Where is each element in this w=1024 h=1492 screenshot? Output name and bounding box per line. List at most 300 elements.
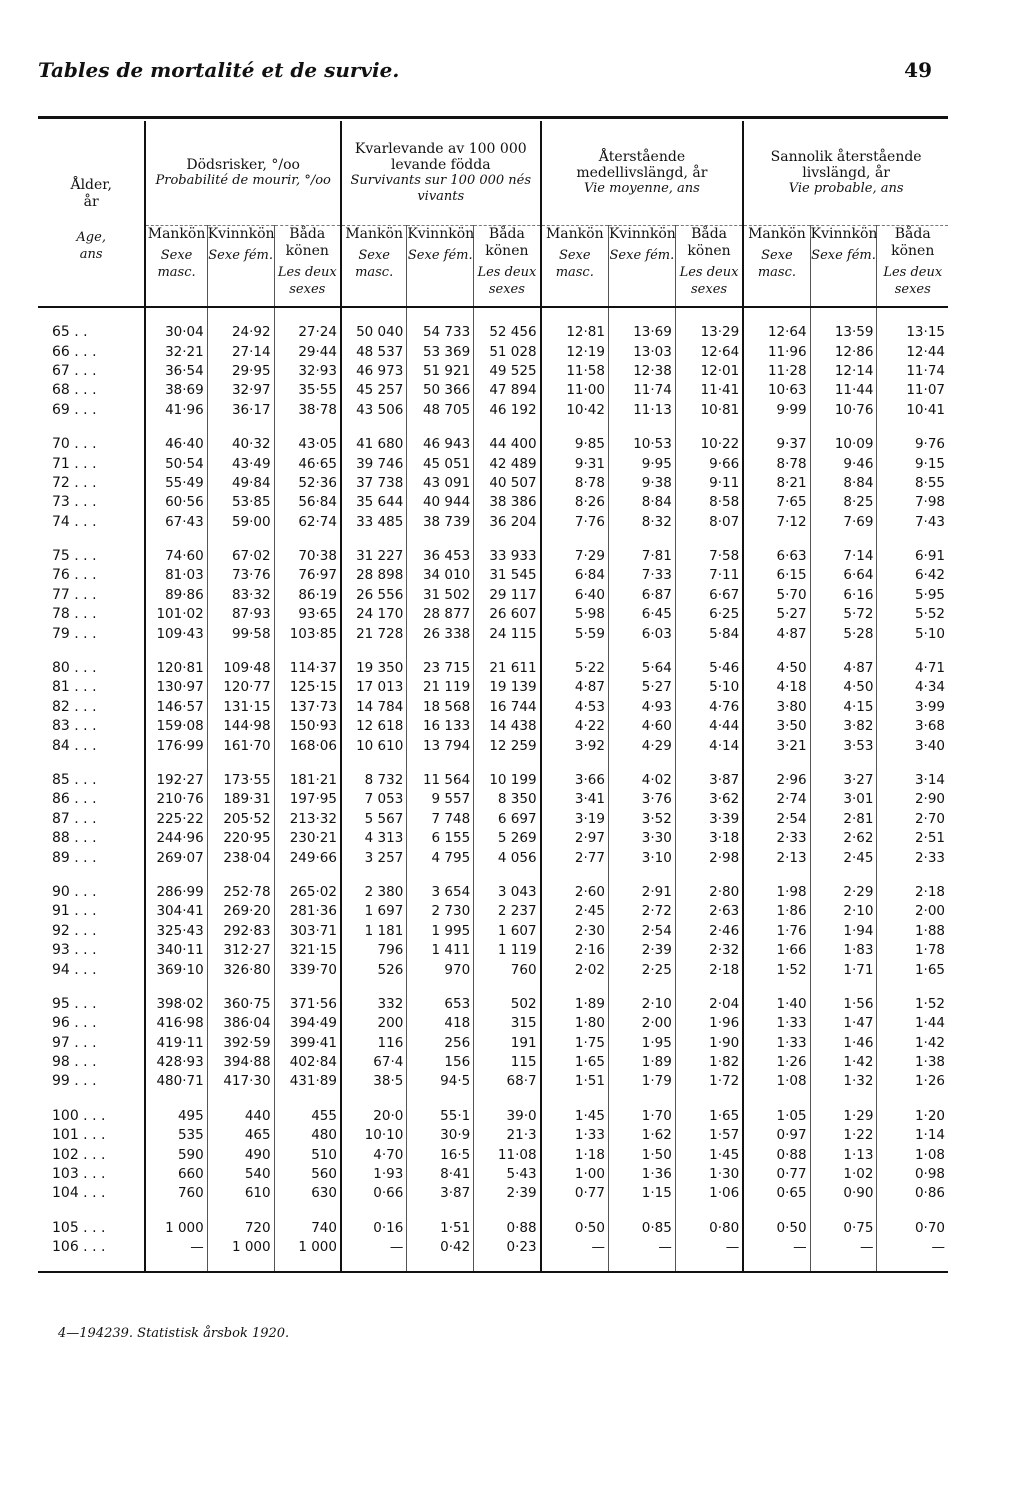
value-cell: 3·80 xyxy=(743,698,810,717)
value-cell: 2·02 xyxy=(541,960,609,979)
value-cell: 9·76 xyxy=(877,435,948,454)
value-cell: 2·77 xyxy=(541,848,609,867)
value-cell: 21 728 xyxy=(341,624,407,643)
value-cell: 0·80 xyxy=(675,1219,743,1238)
value-cell: 109·43 xyxy=(145,624,207,643)
value-cell: 14 438 xyxy=(474,717,541,736)
value-cell: 0·75 xyxy=(810,1219,877,1238)
value-cell: 417·30 xyxy=(207,1072,274,1091)
value-cell: 1·82 xyxy=(675,1053,743,1072)
value-cell: 32·97 xyxy=(207,381,274,400)
page-number: 49 xyxy=(904,58,932,82)
value-cell: 1·30 xyxy=(675,1165,743,1184)
value-cell: 4·50 xyxy=(810,678,877,697)
value-cell: 8·25 xyxy=(810,493,877,512)
value-cell: 130·97 xyxy=(145,678,207,697)
age-cell: 105 . . . xyxy=(52,1219,106,1236)
value-cell: 87·93 xyxy=(207,605,274,624)
value-cell: 4·50 xyxy=(743,659,810,678)
value-cell: 13·69 xyxy=(608,323,675,342)
value-cell: 18 568 xyxy=(407,698,474,717)
value-cell: 146·57 xyxy=(145,698,207,717)
age-cell: 67 . . . xyxy=(52,362,97,379)
age-cell: 66 . . . xyxy=(52,343,97,360)
value-cell: 1·47 xyxy=(810,1014,877,1033)
value-cell: 4·34 xyxy=(877,678,948,697)
value-cell: 419·11 xyxy=(145,1034,207,1053)
value-cell: 81·03 xyxy=(145,566,207,585)
value-cell: 5·84 xyxy=(675,624,743,643)
value-cell: 1·52 xyxy=(743,960,810,979)
value-cell: 332 xyxy=(341,995,407,1014)
value-cell: — xyxy=(810,1238,877,1257)
value-cell: 8·58 xyxy=(675,493,743,512)
value-cell: 51 028 xyxy=(474,342,541,361)
value-cell: 31 502 xyxy=(407,586,474,605)
value-cell: 156 xyxy=(407,1053,474,1072)
value-cell: 38·69 xyxy=(145,381,207,400)
value-cell: 8·84 xyxy=(608,493,675,512)
table-row xyxy=(38,362,948,381)
value-cell: 11·07 xyxy=(877,381,948,400)
value-cell: 74·60 xyxy=(145,547,207,566)
value-cell: 11·41 xyxy=(675,381,743,400)
value-cell: 1·05 xyxy=(743,1107,810,1126)
value-cell: 2·46 xyxy=(675,922,743,941)
value-cell: 12·64 xyxy=(675,342,743,361)
value-cell: 50 366 xyxy=(407,381,474,400)
value-cell: 1·71 xyxy=(810,960,877,979)
value-cell: 10·22 xyxy=(675,435,743,454)
value-cell: 3·66 xyxy=(541,771,609,790)
table-row xyxy=(38,566,948,585)
value-cell: 29 117 xyxy=(474,586,541,605)
value-cell: 36 453 xyxy=(407,547,474,566)
value-cell: 8·07 xyxy=(675,513,743,532)
age-cell: 84 . . . xyxy=(52,737,97,754)
value-cell: 1·40 xyxy=(743,995,810,1014)
value-cell: 4·15 xyxy=(810,698,877,717)
value-cell: 93·65 xyxy=(274,605,341,624)
value-cell: 12·01 xyxy=(675,362,743,381)
value-cell: 1·66 xyxy=(743,941,810,960)
value-cell: 31 545 xyxy=(474,566,541,585)
value-cell: 1·45 xyxy=(541,1107,609,1126)
table-row xyxy=(38,883,948,902)
value-cell: 44 400 xyxy=(474,435,541,454)
value-cell: 120·81 xyxy=(145,659,207,678)
value-cell: 304·41 xyxy=(145,902,207,921)
value-cell: 6·25 xyxy=(675,605,743,624)
value-cell: 1 411 xyxy=(407,941,474,960)
value-cell: 73·76 xyxy=(207,566,274,585)
table-row xyxy=(38,848,948,867)
value-cell: 6·84 xyxy=(541,566,609,585)
value-cell: 10·53 xyxy=(608,435,675,454)
group-header-death-risk xyxy=(145,121,341,226)
value-cell: 9·31 xyxy=(541,454,609,473)
value-cell: 11·44 xyxy=(810,381,877,400)
value-cell: 9·85 xyxy=(541,435,609,454)
value-cell: 0·86 xyxy=(877,1184,948,1203)
value-cell: 660 xyxy=(145,1165,207,1184)
value-cell: 5·72 xyxy=(810,605,877,624)
value-cell: 55·1 xyxy=(407,1107,474,1126)
value-cell: 1·33 xyxy=(743,1034,810,1053)
age-cell: 79 . . . xyxy=(52,625,97,642)
value-cell: 10 610 xyxy=(341,736,407,755)
table-row xyxy=(38,678,948,697)
value-cell: 168·06 xyxy=(274,736,341,755)
value-cell: 321·15 xyxy=(274,941,341,960)
value-cell: 6·42 xyxy=(877,566,948,585)
value-cell: 269·20 xyxy=(207,902,274,921)
table-row xyxy=(38,902,948,921)
table-row xyxy=(38,454,948,473)
value-cell: 510 xyxy=(274,1145,341,1164)
value-cell: 32·21 xyxy=(145,342,207,361)
value-cell: 5·52 xyxy=(877,605,948,624)
value-cell: 36·17 xyxy=(207,401,274,420)
value-cell: 465 xyxy=(207,1126,274,1145)
value-cell: 1·26 xyxy=(743,1053,810,1072)
value-cell: 12·44 xyxy=(877,342,948,361)
value-cell: 325·43 xyxy=(145,922,207,941)
age-cell: 85 . . . xyxy=(52,772,97,788)
value-cell: — xyxy=(541,1238,609,1257)
value-cell: 4·44 xyxy=(675,717,743,736)
value-cell: 9·11 xyxy=(675,474,743,493)
value-cell: 16·5 xyxy=(407,1145,474,1164)
value-cell: 38·78 xyxy=(274,401,341,420)
value-cell: 76·97 xyxy=(274,566,341,585)
value-cell: 5·95 xyxy=(877,586,948,605)
value-cell: 0·66 xyxy=(341,1184,407,1203)
value-cell: 9·15 xyxy=(877,454,948,473)
value-cell: 7·43 xyxy=(877,513,948,532)
value-cell: 2·54 xyxy=(743,810,810,829)
table-row xyxy=(38,810,948,829)
value-cell: 2 380 xyxy=(341,883,407,902)
value-cell: 52 456 xyxy=(474,323,541,342)
value-cell: 200 xyxy=(341,1014,407,1033)
value-cell: 1·22 xyxy=(810,1126,877,1145)
value-cell: 115 xyxy=(474,1053,541,1072)
group-header-label-sv: Återstående medellivslängd, år xyxy=(576,149,708,181)
value-cell: 34 010 xyxy=(407,566,474,585)
value-cell: 230·21 xyxy=(274,829,341,848)
value-cell: 2·51 xyxy=(877,829,948,848)
subcolumn-header xyxy=(608,226,675,307)
value-cell: 0·70 xyxy=(877,1219,948,1238)
value-cell: 2·70 xyxy=(877,810,948,829)
value-cell: 5 567 xyxy=(341,810,407,829)
value-cell: 1·79 xyxy=(608,1072,675,1091)
value-cell: 3·14 xyxy=(877,771,948,790)
value-cell: 1 607 xyxy=(474,922,541,941)
value-cell: 416·98 xyxy=(145,1014,207,1033)
value-cell: 114·37 xyxy=(274,659,341,678)
value-cell: 46·65 xyxy=(274,454,341,473)
table-header xyxy=(38,118,948,308)
value-cell: 2·81 xyxy=(810,810,877,829)
value-cell: 4·71 xyxy=(877,659,948,678)
value-cell: 339·70 xyxy=(274,960,341,979)
value-cell: 4·87 xyxy=(541,678,609,697)
value-cell: 1 000 xyxy=(207,1238,274,1257)
value-cell: 402·84 xyxy=(274,1053,341,1072)
value-cell: 7·58 xyxy=(675,547,743,566)
value-cell: 7·98 xyxy=(877,493,948,512)
age-cell: 96 . . . xyxy=(52,1015,97,1032)
value-cell: 6·63 xyxy=(743,547,810,566)
value-cell: 1·90 xyxy=(675,1034,743,1053)
value-cell: 292·83 xyxy=(207,922,274,941)
value-cell: 40·32 xyxy=(207,435,274,454)
value-cell: 56·84 xyxy=(274,493,341,512)
value-cell: 67·4 xyxy=(341,1053,407,1072)
value-cell: 1 000 xyxy=(274,1238,341,1257)
value-cell: 2·32 xyxy=(675,941,743,960)
value-cell: 2·54 xyxy=(608,922,675,941)
value-cell: 173·55 xyxy=(207,771,274,790)
value-cell: 3·21 xyxy=(743,736,810,755)
value-cell: 252·78 xyxy=(207,883,274,902)
subcolumn-label-sv: Kvinnkön xyxy=(608,226,676,242)
subcolumn-label-sv: Kvinnkön xyxy=(810,226,878,242)
subcolumn-label-fr: Les deux sexes xyxy=(277,265,337,297)
value-cell: 43 091 xyxy=(407,474,474,493)
table-row xyxy=(38,922,948,941)
value-cell: 4·87 xyxy=(810,659,877,678)
value-cell: 23 715 xyxy=(407,659,474,678)
value-cell: 159·08 xyxy=(145,717,207,736)
subcolumn-header xyxy=(207,226,274,307)
age-cell: 91 . . . xyxy=(52,903,97,920)
value-cell: 0·85 xyxy=(608,1219,675,1238)
value-cell: 1·96 xyxy=(675,1014,743,1033)
value-cell: 1 697 xyxy=(341,902,407,921)
value-cell: 269·07 xyxy=(145,848,207,867)
value-cell: 21·3 xyxy=(474,1126,541,1145)
value-cell: 28 877 xyxy=(407,605,474,624)
value-cell: 1·98 xyxy=(743,883,810,902)
value-cell: 2·16 xyxy=(541,941,609,960)
table-row xyxy=(38,1053,948,1072)
value-cell: 1·75 xyxy=(541,1034,609,1053)
value-cell: 1·15 xyxy=(608,1184,675,1203)
value-cell: 62·74 xyxy=(274,513,341,532)
value-cell: 35 644 xyxy=(341,493,407,512)
value-cell: 2·18 xyxy=(877,883,948,902)
value-cell: 2·97 xyxy=(541,829,609,848)
value-cell: 1·02 xyxy=(810,1165,877,1184)
value-cell: 213·32 xyxy=(274,810,341,829)
value-cell: 1·72 xyxy=(675,1072,743,1091)
value-cell: 29·44 xyxy=(274,342,341,361)
value-cell: 480·71 xyxy=(145,1072,207,1091)
subcolumn-label-fr: Les deux sexes xyxy=(679,265,739,297)
value-cell: 48 537 xyxy=(341,342,407,361)
value-cell: 2·04 xyxy=(675,995,743,1014)
value-cell: 109·48 xyxy=(207,659,274,678)
page-header xyxy=(38,58,932,88)
value-cell: 116 xyxy=(341,1034,407,1053)
value-cell: 1·13 xyxy=(810,1145,877,1164)
value-cell: 1·93 xyxy=(341,1165,407,1184)
value-cell: 1·00 xyxy=(541,1165,609,1184)
value-cell: 10·76 xyxy=(810,401,877,420)
value-cell: 740 xyxy=(274,1219,341,1238)
value-cell: 0·65 xyxy=(743,1184,810,1203)
value-cell: 46 192 xyxy=(474,401,541,420)
table-row xyxy=(38,1145,948,1164)
table-row xyxy=(38,513,948,532)
value-cell: 42 489 xyxy=(474,454,541,473)
value-cell: 26 338 xyxy=(407,624,474,643)
value-cell: 2·33 xyxy=(877,848,948,867)
value-cell: 440 xyxy=(207,1107,274,1126)
value-cell: 19 139 xyxy=(474,678,541,697)
group-header-label-fr: Survivants sur 100 000 nés vivants xyxy=(350,173,532,204)
subcolumn-label-fr: Sexe fém. xyxy=(811,248,876,263)
table-row xyxy=(38,435,948,454)
value-cell: 53 369 xyxy=(407,342,474,361)
value-cell: 3·92 xyxy=(541,736,609,755)
value-cell: 0·50 xyxy=(743,1219,810,1238)
subcolumn-header xyxy=(541,226,609,307)
value-cell: 2·63 xyxy=(675,902,743,921)
value-cell: — xyxy=(608,1238,675,1257)
value-cell: 8·78 xyxy=(541,474,609,493)
value-cell: 1·51 xyxy=(407,1219,474,1238)
value-cell: 1·14 xyxy=(877,1126,948,1145)
value-cell: 1·57 xyxy=(675,1126,743,1145)
value-cell: 1·51 xyxy=(541,1072,609,1091)
subcolumn-label-sv: Kvinnkön xyxy=(207,226,275,242)
subcolumn-label-fr: Sexe fém. xyxy=(208,248,274,263)
value-cell: 1·83 xyxy=(810,941,877,960)
value-cell: 7·76 xyxy=(541,513,609,532)
age-cell: 99 . . . xyxy=(52,1073,97,1090)
value-cell: 16 744 xyxy=(474,698,541,717)
value-cell: 340·11 xyxy=(145,941,207,960)
subcolumn-header xyxy=(407,226,474,307)
value-cell: 371·56 xyxy=(274,995,341,1014)
value-cell: 5·43 xyxy=(474,1165,541,1184)
subcolumn-label-sv: Mankön xyxy=(345,226,403,242)
value-cell: 197·95 xyxy=(274,790,341,809)
group-header-label-sv: Sannolik återstående livslängd, år xyxy=(770,149,922,181)
value-cell: — xyxy=(675,1238,743,1257)
group-header-label-fr: Vie moyenne, ans xyxy=(583,181,700,196)
table-row xyxy=(38,771,948,790)
value-cell: 9·37 xyxy=(743,435,810,454)
value-cell: 9·38 xyxy=(608,474,675,493)
value-cell: 610 xyxy=(207,1184,274,1203)
value-cell: 2 730 xyxy=(407,902,474,921)
value-cell: 46·40 xyxy=(145,435,207,454)
value-cell: 27·14 xyxy=(207,342,274,361)
value-cell: 760 xyxy=(474,960,541,979)
value-cell: 38·5 xyxy=(341,1072,407,1091)
age-cell: 88 . . . xyxy=(52,830,97,847)
value-cell: 60·56 xyxy=(145,493,207,512)
value-cell: 796 xyxy=(341,941,407,960)
value-cell: 1·70 xyxy=(608,1107,675,1126)
value-cell: 7·81 xyxy=(608,547,675,566)
value-cell: 2·45 xyxy=(810,848,877,867)
value-cell: 4·53 xyxy=(541,698,609,717)
value-cell: 2·96 xyxy=(743,771,810,790)
value-cell: 10·41 xyxy=(877,401,948,420)
age-cell: 86 . . . xyxy=(52,791,97,808)
age-cell: 68 . . . xyxy=(52,382,97,399)
value-cell: 26 607 xyxy=(474,605,541,624)
value-cell: 1 995 xyxy=(407,922,474,941)
value-cell: 11·08 xyxy=(474,1145,541,1164)
value-cell: 6·15 xyxy=(743,566,810,585)
value-cell: 10·81 xyxy=(675,401,743,420)
age-cell: 92 . . . xyxy=(52,922,97,939)
value-cell: 6·91 xyxy=(877,547,948,566)
subcolumn-header xyxy=(341,226,407,307)
value-cell: 50 040 xyxy=(341,323,407,342)
value-cell: 12·64 xyxy=(743,323,810,342)
value-cell: 8·32 xyxy=(608,513,675,532)
value-cell: 38 386 xyxy=(474,493,541,512)
value-cell: 418 xyxy=(407,1014,474,1033)
table-row xyxy=(38,1034,948,1053)
value-cell: 1·86 xyxy=(743,902,810,921)
age-cell: 101 . . . xyxy=(52,1127,106,1144)
value-cell: 19 350 xyxy=(341,659,407,678)
value-cell: 5·46 xyxy=(675,659,743,678)
value-cell: 4·14 xyxy=(675,736,743,755)
value-cell: 3·62 xyxy=(675,790,743,809)
value-cell: 4 056 xyxy=(474,848,541,867)
value-cell: 1·08 xyxy=(743,1072,810,1091)
value-cell: 0·97 xyxy=(743,1126,810,1145)
page-title: Tables de mortalité et de survie. xyxy=(38,58,400,82)
value-cell: 13·59 xyxy=(810,323,877,342)
age-cell: 75 . . . xyxy=(52,548,97,565)
value-cell: 249·66 xyxy=(274,848,341,867)
value-cell: 8 350 xyxy=(474,790,541,809)
value-cell: 6 155 xyxy=(407,829,474,848)
value-cell: 455 xyxy=(274,1107,341,1126)
value-cell: 1·89 xyxy=(608,1053,675,1072)
age-cell: 69 . . . xyxy=(52,401,97,418)
table-row xyxy=(38,547,948,566)
age-cell: 93 . . . xyxy=(52,942,97,959)
value-cell: 6·67 xyxy=(675,586,743,605)
value-cell: 1·89 xyxy=(541,995,609,1014)
table-row xyxy=(38,381,948,400)
value-cell: 5·22 xyxy=(541,659,609,678)
value-cell: 4·70 xyxy=(341,1145,407,1164)
value-cell: 35·55 xyxy=(274,381,341,400)
value-cell: 189·31 xyxy=(207,790,274,809)
value-cell: 3·87 xyxy=(675,771,743,790)
value-cell: 3 654 xyxy=(407,883,474,902)
value-cell: 11·96 xyxy=(743,342,810,361)
value-cell: 12 618 xyxy=(341,717,407,736)
value-cell: 3·40 xyxy=(877,736,948,755)
value-cell: 45 257 xyxy=(341,381,407,400)
value-cell: 10·09 xyxy=(810,435,877,454)
table-row xyxy=(38,941,948,960)
